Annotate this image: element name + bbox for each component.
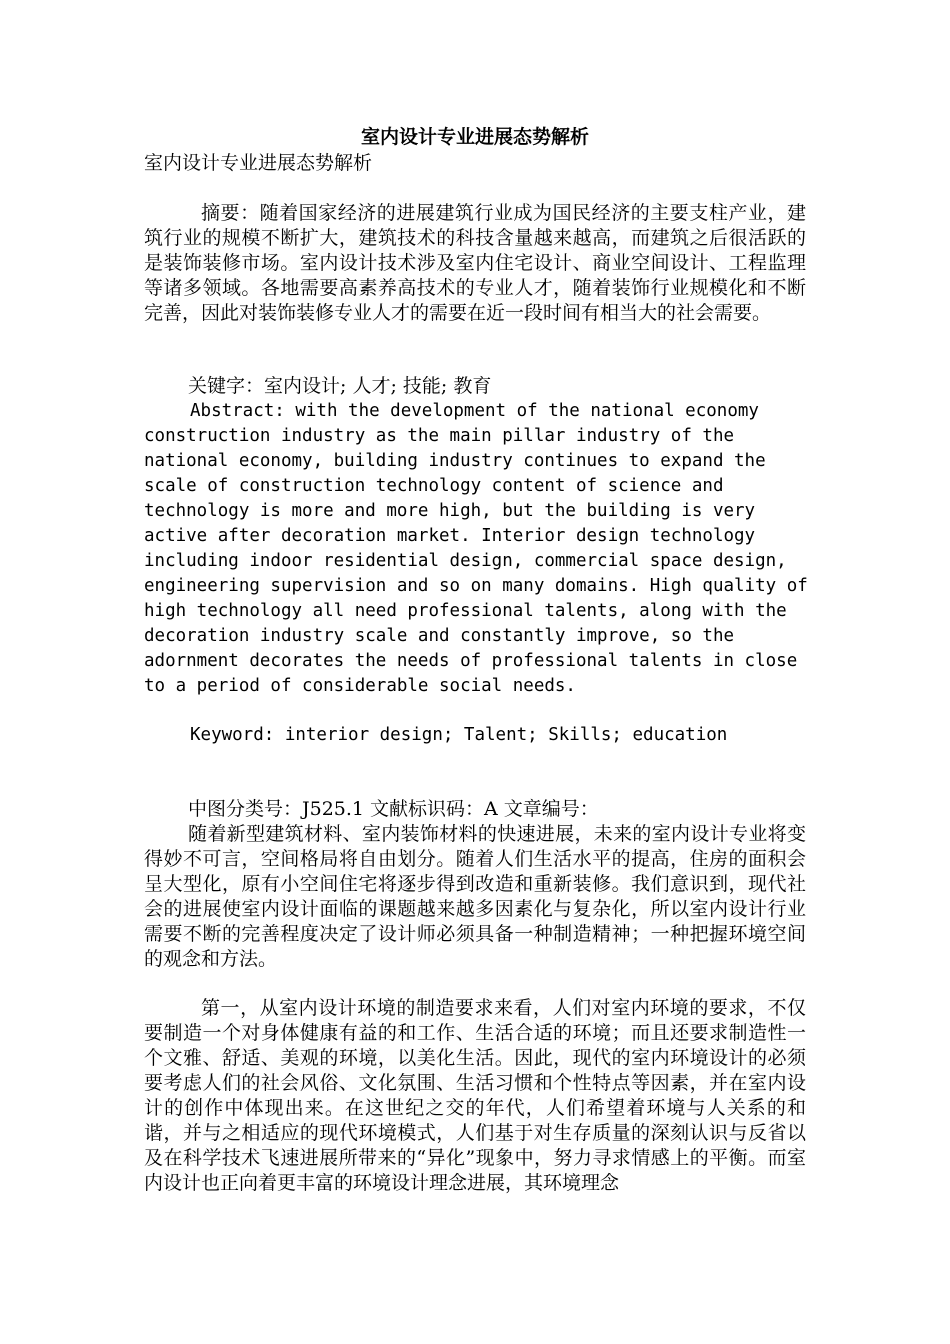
keywords-chinese: 关键字：室内设计; 人才; 技能; 教育 — [188, 375, 492, 397]
classification-line: 中图分类号：J525.1 文献标识码：A 文章编号： — [188, 798, 599, 820]
keywords-english: Keyword: interior design; Talent; Skills; education — [190, 725, 728, 745]
document-title: 室内设计专业进展态势解析 — [360, 126, 589, 148]
abstract-chinese: 摘要：随着国家经济的进展建筑行业成为国民经济的主要支柱产业，建筑行业的规模不断扩大，建筑技术的科技含量越来越高，而建筑之后很活跃的是装饰装修市场。室内设计技术涉及室内住宅设计、商业空间设计、工程监理等诸多领域。各地需要高素养高技术的专业人才，随着装饰行业规模化和不断完善，因此对装饰装修专业人才的需要在近一段时间有相当大的社会需要。 — [144, 202, 806, 324]
abstract-english: Abstract: with the development of the national economy construction industry as the main pillar industry of the national economy, building industry continues to expand the scale of construction technology content of science and technology is more and more high, but the building is very active after decoration market. Interior design technology including indoor residential design, commercial space design, engineering supervision and so on many domains. High quality of high technology all need professional talents, along with the decoration industry scale and constantly improve, so the adornment decorates the needs of professional talents in close to a period of considerable social needs. — [144, 401, 819, 696]
document-subtitle: 室内设计专业进展态势解析 — [144, 152, 373, 174]
body-paragraph: 随着新型建筑材料、室内装饰材料的快速进展，未来的室内设计专业将变得妙不可言，空间格局将自由划分。随着人们生活水平的提高，住房的面积会呈大型化，原有小空间住宅将逐步得到改造和重新装修。我们意识到，现代社会的进展使室内设计面临的课题越来越多因素化与复杂化，所以室内设计行业需要不断的完善程度决定了设计师必须具备一种制造精神；一种把握环境空间的观念和方法。 — [144, 823, 806, 970]
body-paragraph: 第一，从室内设计环境的制造要求来看，人们对室内环境的要求，不仅要制造一个对身体健康有益的和工作、生活合适的环境；而且还要求制造性一个文雅、舒适、美观的环境，以美化生活。因此，现代的室内环境设计的必须要考虑人们的社会风俗、文化氛围、生活习惯和个性特点等因素，并在室内设计的创作中体现出来。在这世纪之交的年代，人们希望着环境与人关系的和谐，并与之相适应的现代环境模式，人们基于对生存质量的深刻认识与反省以及在科学技术飞速进展所带来的“异化”现象中，努力寻求情感上的平衡。而室内设计也正向着更丰富的环境设计理念进展，其环境理念 — [144, 997, 806, 1194]
